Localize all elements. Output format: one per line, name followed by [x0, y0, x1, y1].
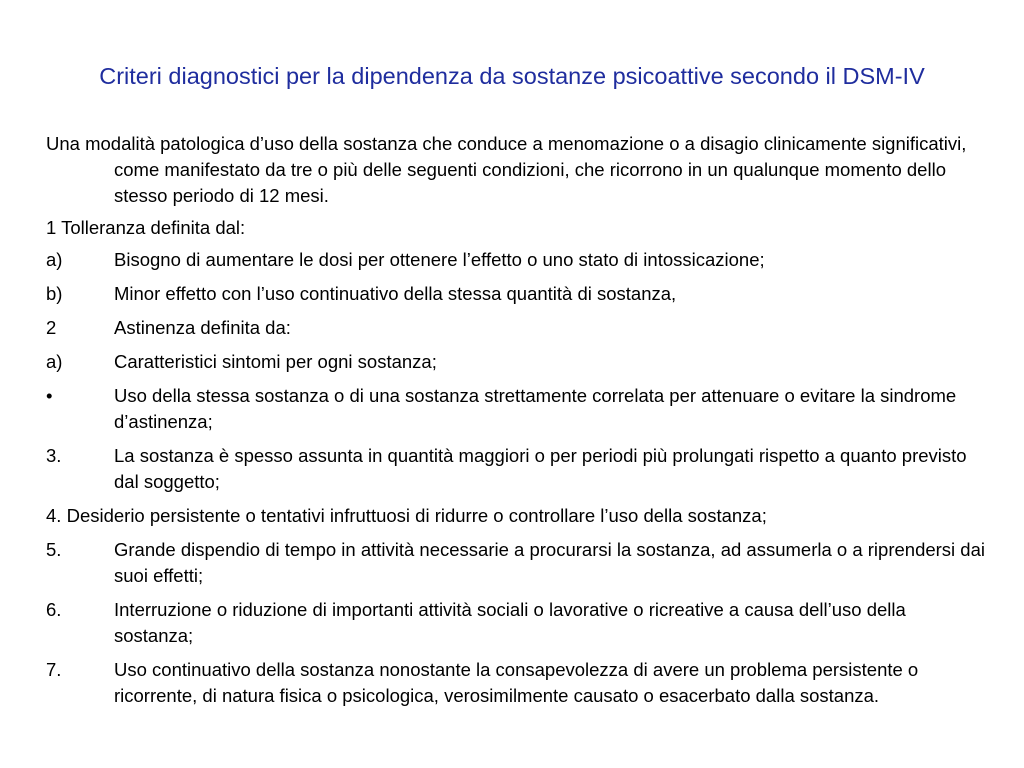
list-marker: 6. [46, 599, 62, 620]
list-item-text: Minor effetto con l’uso continuativo della stessa quantità di sostanza, [114, 283, 677, 304]
criterion-2-heading [46, 315, 986, 341]
criterion-1-item-a [46, 247, 986, 273]
bullet-marker: • [46, 385, 53, 406]
list-item-text: Bisogno di aumentare le dosi per ottenere l’effetto o uno stato di intossicazione; [114, 249, 765, 270]
intro-paragraph: Una modalità patologica d’uso della sostanza che conduce a menomazione o a disagio clinicamente significativi, come manifestato da tre o più delle seguenti condizioni, che ricorrono in un qualunque momento dello stesso periodo di 12 mesi. [46, 133, 967, 206]
criterion-4 [46, 503, 986, 529]
list-marker: b) [46, 283, 63, 304]
list-marker: 2 [46, 317, 57, 338]
list-item-text: Uso continuativo della sostanza nonostante la consapevolezza di avere un problema persistente o ricorrente, di natura fisica o psicologica, verosimilmente causato o esacerbato dalla sostanza. [114, 659, 919, 706]
list-item-text: Interruzione o riduzione di importanti attività sociali o lavorative o ricreative a causa dell’uso della sostanza; [114, 599, 906, 646]
list-item-text: Uso della stessa sostanza o di una sostanza strettamente correlata per attenuare o evitare la sindrome d’astinenza; [114, 385, 957, 432]
criterion-1-heading: 1 Tolleranza definita dal: [46, 217, 246, 238]
criterion-2-item-a [46, 349, 986, 375]
list-item-text: Caratteristici sintomi per ogni sostanza; [114, 351, 437, 372]
list-marker: a) [46, 351, 63, 372]
criterion-7 [46, 657, 986, 709]
list-item-text: Astinenza definita da: [114, 317, 291, 338]
criterion-5 [46, 537, 986, 589]
list-marker: 4. [46, 505, 62, 526]
list-item-text: Grande dispendio di tempo in attività necessarie a procurarsi la sostanza, ad assumerla o a riprendersi dai suoi effetti; [114, 539, 985, 586]
slide-title: Criteri diagnostici per la dipendenza da sostanze psicoattive secondo il DSM-IV [99, 63, 925, 89]
list-marker: a) [46, 249, 63, 270]
list-item-text: La sostanza è spesso assunta in quantità maggiori o per periodi più prolungati rispetto a quanto previsto dal soggetto; [114, 445, 967, 492]
criterion-1-item-b [46, 281, 986, 307]
criterion-6 [46, 597, 986, 649]
list-item-text: Desiderio persistente o tentativi infruttuosi di ridurre o controllare l’uso della sostanza; [66, 505, 767, 526]
criterion-2-item-bullet [46, 383, 986, 435]
list-marker: 3. [46, 445, 62, 466]
criterion-3 [46, 443, 986, 495]
list-marker: 5. [46, 539, 62, 560]
slide-body [46, 131, 986, 709]
list-marker: 7. [46, 659, 62, 680]
